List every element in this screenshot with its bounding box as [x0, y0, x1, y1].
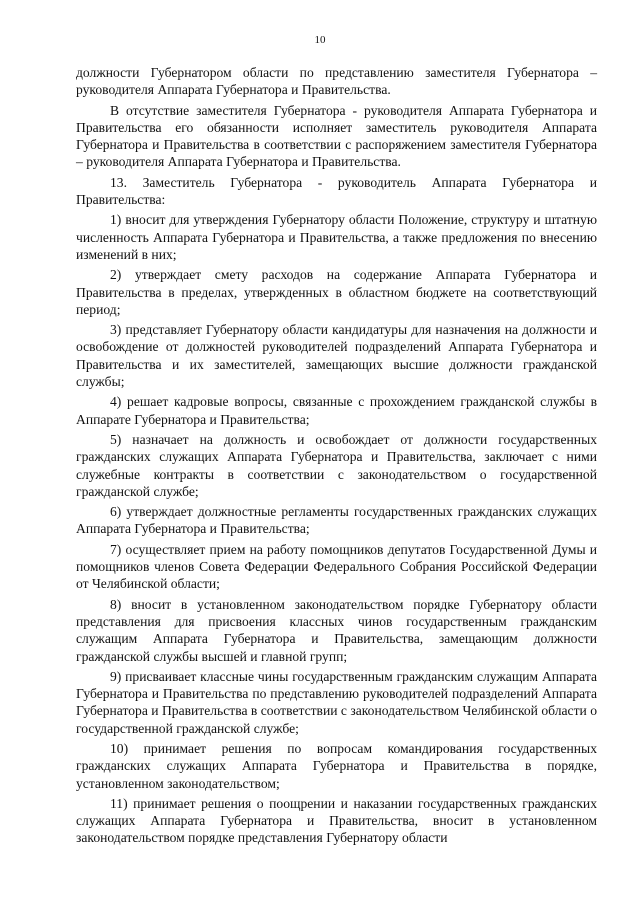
list-item: 8) вносит в установленном законодательством порядке Губернатору области представления для присвоения классных чинов государственным гражданским служащим Аппарата Губернатора и Правительства, замещающим должности гражданской службы высшей и главной групп;: [76, 596, 597, 664]
list-item: 3) представляет Губернатору области кандидатуры для назначения на должности и освобождение от должностей руководителей подразделений Аппарата Губернатора и Правительства и их заместителей, замещающих высшие должности гражданской службы;: [76, 322, 597, 390]
list-item: 4) решает кадровые вопросы, связанные с прохождением гражданской службы в Аппарате Губернатора и Правительства;: [76, 394, 597, 427]
list-item: 5) назначает на должность и освобождает от должности государственных гражданских служащих Аппарата Губернатора и Правительства, заключает с ними служебные контракты в соответствии с законодательством о государственной гражданской службе;: [76, 431, 597, 499]
document-body: [76, 64, 597, 850]
list-item: 7) осуществляет прием на работу помощников депутатов Государственной Думы и помощников членов Совета Федерации Федерального Собрания Российской Федерации от Челябинской области;: [76, 541, 597, 592]
list-item: 10) принимает решения по вопросам командирования государственных гражданских служащих Аппарата Губернатора и Правительства в порядке, установленном законодательством;: [76, 740, 597, 791]
list-item: 6) утверждает должностные регламенты государственных гражданских служащих Аппарата Губернатора и Правительства;: [76, 504, 597, 537]
paragraph: В отсутствие заместителя Губернатора - руководителя Аппарата Губернатора и Правительства его обязанности исполняет заместитель руководителя Аппарата Губернатора и Правительства в соответствии с распоряжением заместителя Губернатора – руководителя Аппарата Губернатора и Правительства.: [76, 102, 597, 170]
list-item: 1) вносит для утверждения Губернатору области Положение, структуру и штатную численность Аппарата Губернатора и Правительства, а также предложения по внесению изменений в них;: [76, 212, 597, 262]
page-number: 10: [314, 34, 326, 46]
section-heading-paragraph: 13. Заместитель Губернатора - руководитель Аппарата Губернатора и Правительства:: [76, 174, 597, 208]
list-item: 2) утверждает смету расходов на содержание Аппарата Губернатора и Правительства в пределах, утвержденных в областном бюджете на соответствующий период;: [76, 267, 597, 317]
list-item: 9) присваивает классные чины государственным гражданским служащим Аппарата Губернатора и Правительства по представлению руководителей подразделений Аппарата Губернатора и Правительства в соответствии с законодательством Челябинской области о государственной гражданской службе;: [76, 668, 597, 736]
list-item: 11) принимает решения о поощрении и наказании государственных гражданских служащих Аппарата Губернатора и Правительства, вносит в установленном законодательством порядке представления Губернатору области: [76, 795, 597, 846]
paragraph: должности Губернатором области по представлению заместителя Губернатора – руководителя Аппарата Губернатора и Правительства.: [76, 65, 597, 98]
